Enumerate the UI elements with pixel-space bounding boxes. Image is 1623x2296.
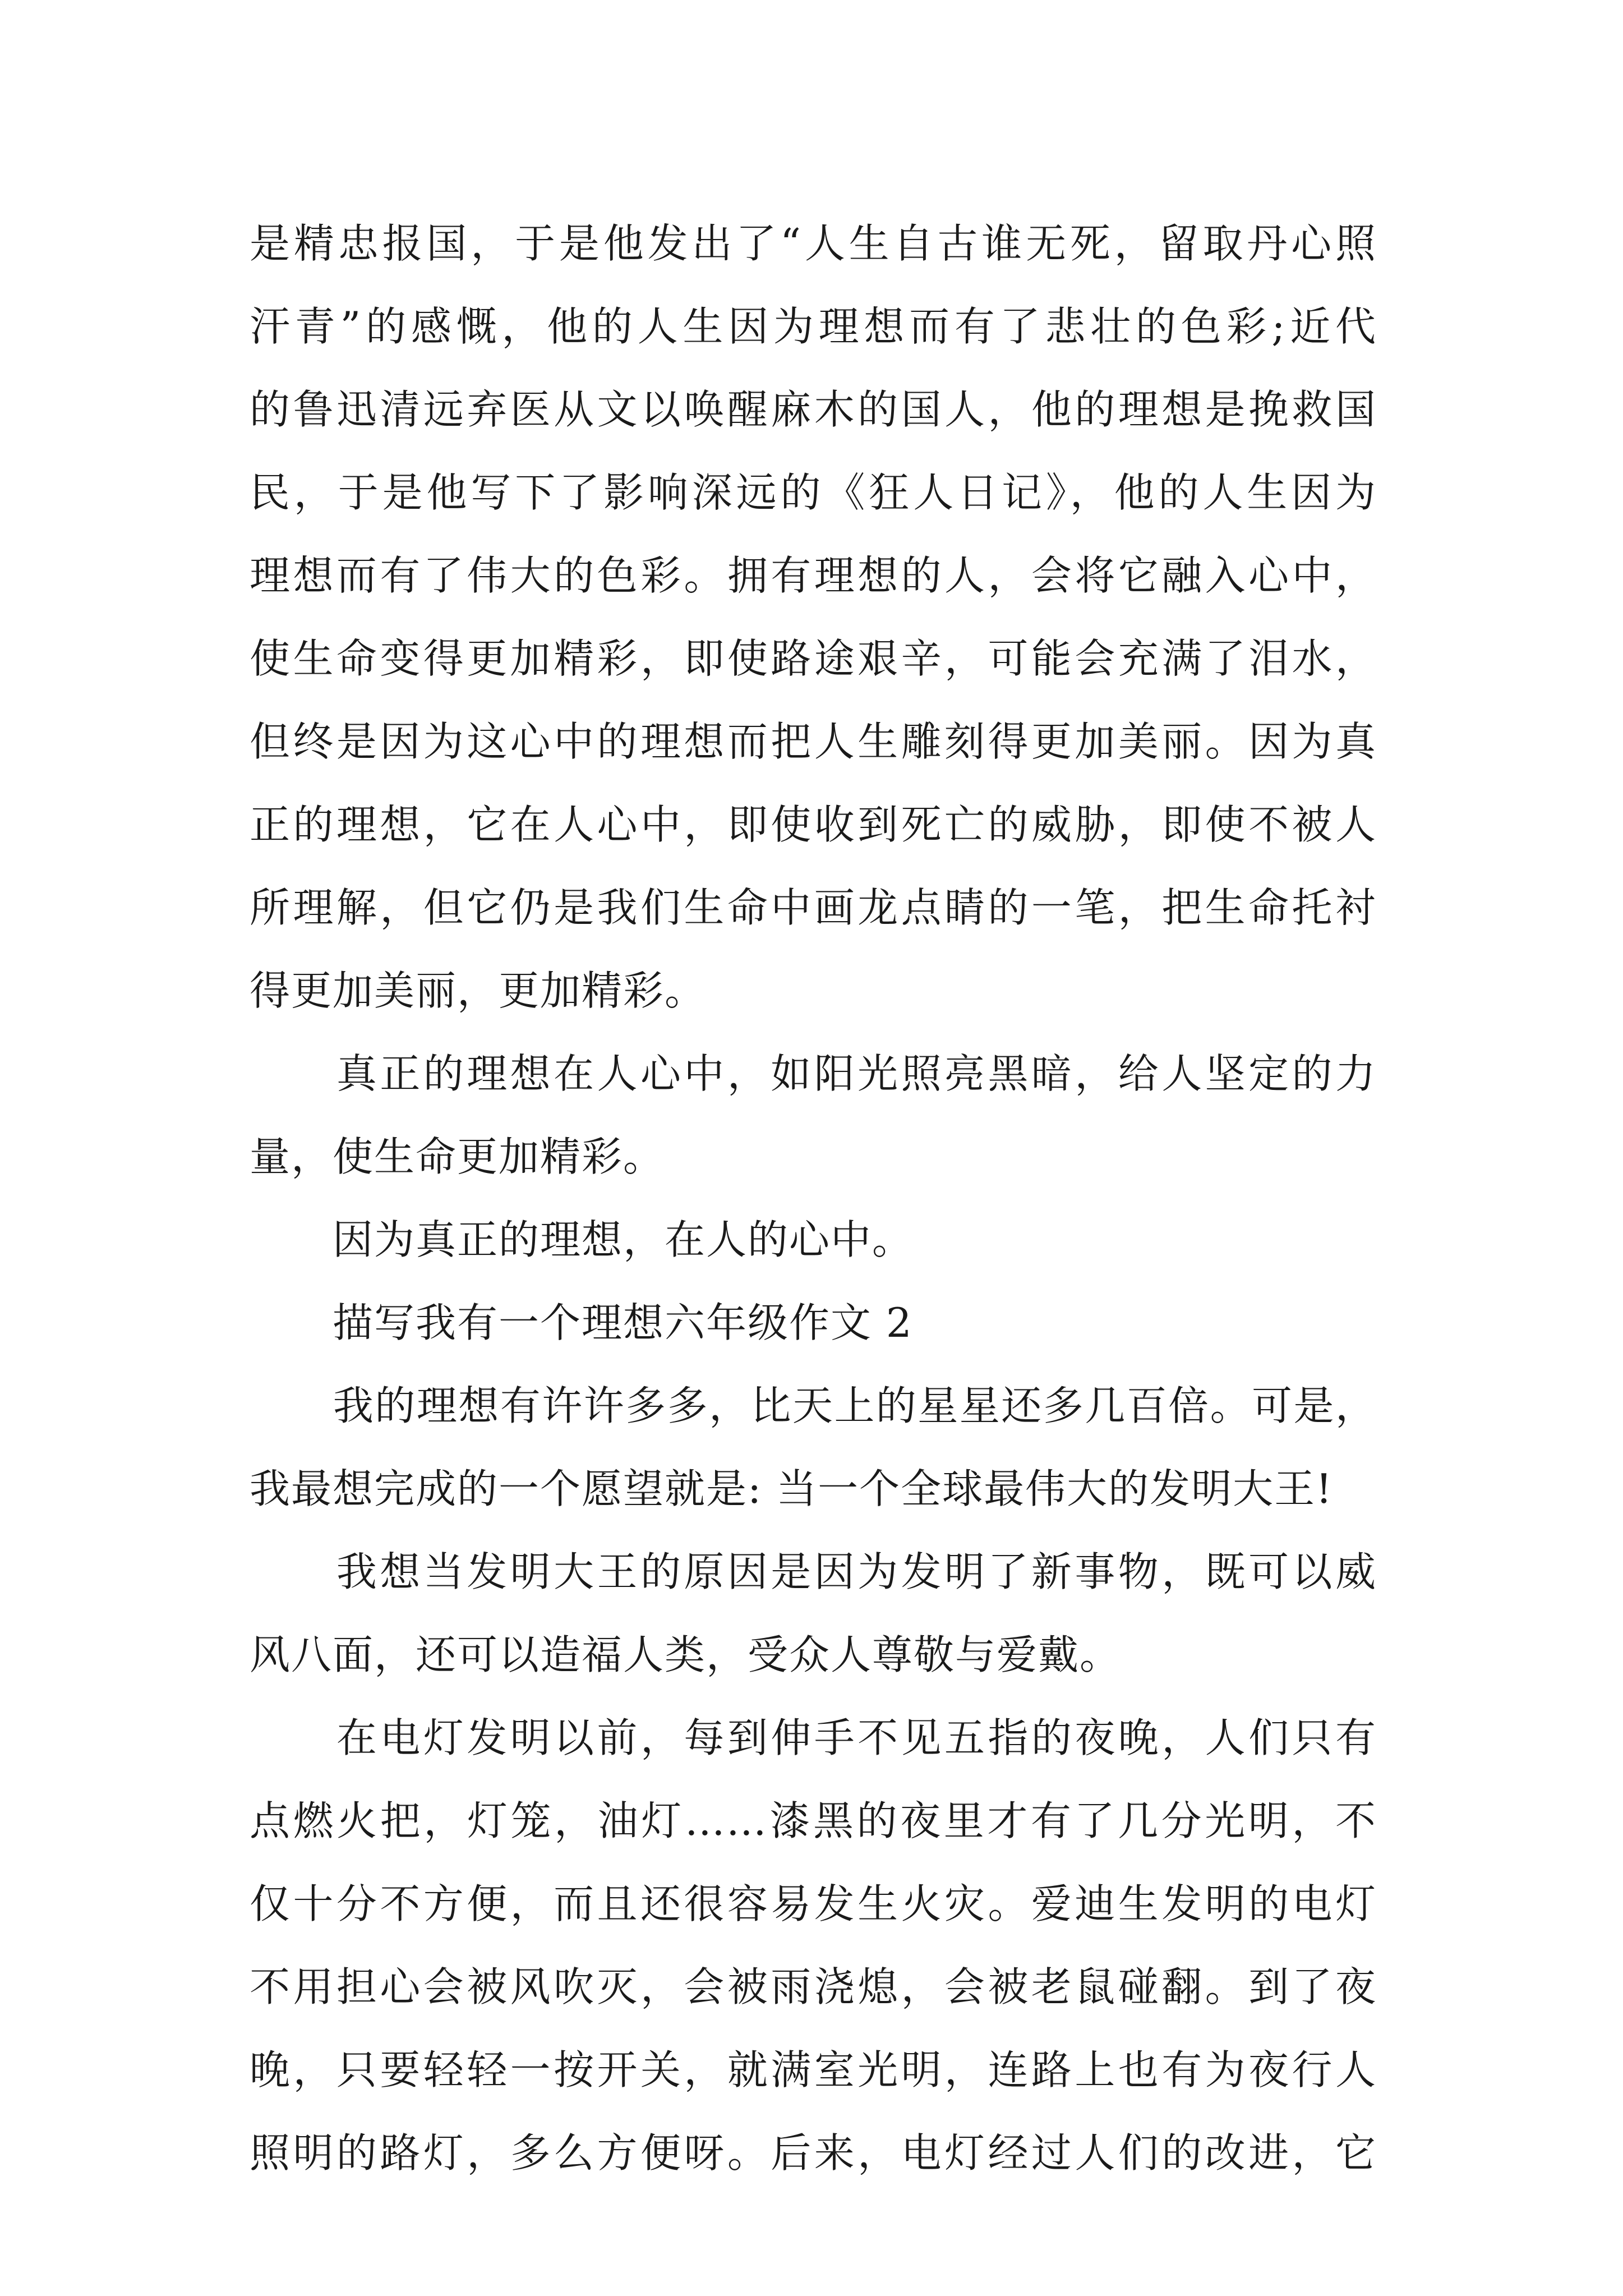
text-line: 风八面，还可以造福人类，受众人尊敬与爱戴。 <box>250 1631 1122 1678</box>
text-line: 但终是因为这心中的理想而把人生雕刻得更加美丽。因为真 <box>250 718 1377 765</box>
text-line: 汗青”的感慨，他的人生因为理想而有了悲壮的色彩;近代 <box>250 303 1377 350</box>
text-line: 不用担心会被风吹灭，会被雨浇熄，会被老鼠碰翻。到了夜 <box>250 1963 1377 2010</box>
text-line: 理想而有了伟大的色彩。拥有理想的人，会将它融入心中， <box>250 552 1377 599</box>
text-line: 真正的理想在人心中，如阳光照亮黑暗，给人坚定的力 <box>250 1050 1377 1097</box>
section-heading: 描写我有一个理想六年级作文 2 <box>250 1299 913 1346</box>
text-line: 使生命变得更加精彩，即使路途艰辛，可能会充满了泪水， <box>250 635 1377 682</box>
text-line: 照明的路灯，多么方便呀。后来，电灯经过人们的改进，它 <box>250 2129 1377 2177</box>
text-line: 仅十分不方便，而且还很容易发生火灾。爱迪生发明的电灯 <box>250 1880 1377 1927</box>
text-line: 的鲁迅清远弃医从文以唤醒麻木的国人，他的理想是挽救国 <box>250 386 1377 433</box>
text-line: 我的理想有许许多多，比天上的星星还多几百倍。可是， <box>250 1382 1377 1429</box>
body-text <box>250 202 1377 2194</box>
text-line: 所理解，但它仍是我们生命中画龙点睛的一笔，把生命托衬 <box>250 884 1377 931</box>
text-line: 在电灯发明以前，每到伸手不见五指的夜晚，人们只有 <box>250 1714 1377 1761</box>
text-line: 因为真正的理想，在人的心中。 <box>250 1216 914 1263</box>
text-line: 是精忠报国，于是他发出了“人生自古谁无死，留取丹心照 <box>250 220 1377 267</box>
text-line: 量，使生命更加精彩。 <box>250 1133 665 1180</box>
text-line: 晚，只要轻轻一按开关，就满室光明，连路上也有为夜行人 <box>250 2046 1377 2093</box>
text-line: 点燃火把，灯笼，油灯……漆黑的夜里才有了几分光明，不 <box>250 1797 1377 1844</box>
text-line: 我最想完成的一个愿望就是: 当一个全球最伟大的发明大王! <box>250 1465 1334 1512</box>
text-line: 我想当发明大王的原因是因为发明了新事物，既可以威 <box>250 1548 1377 1595</box>
text-line: 正的理想，它在人心中，即使收到死亡的威胁，即使不被人 <box>250 801 1377 848</box>
text-line: 民，于是他写下了影响深远的《狂人日记》，他的人生因为 <box>250 469 1377 516</box>
text-line: 得更加美丽，更加精彩。 <box>250 967 707 1014</box>
